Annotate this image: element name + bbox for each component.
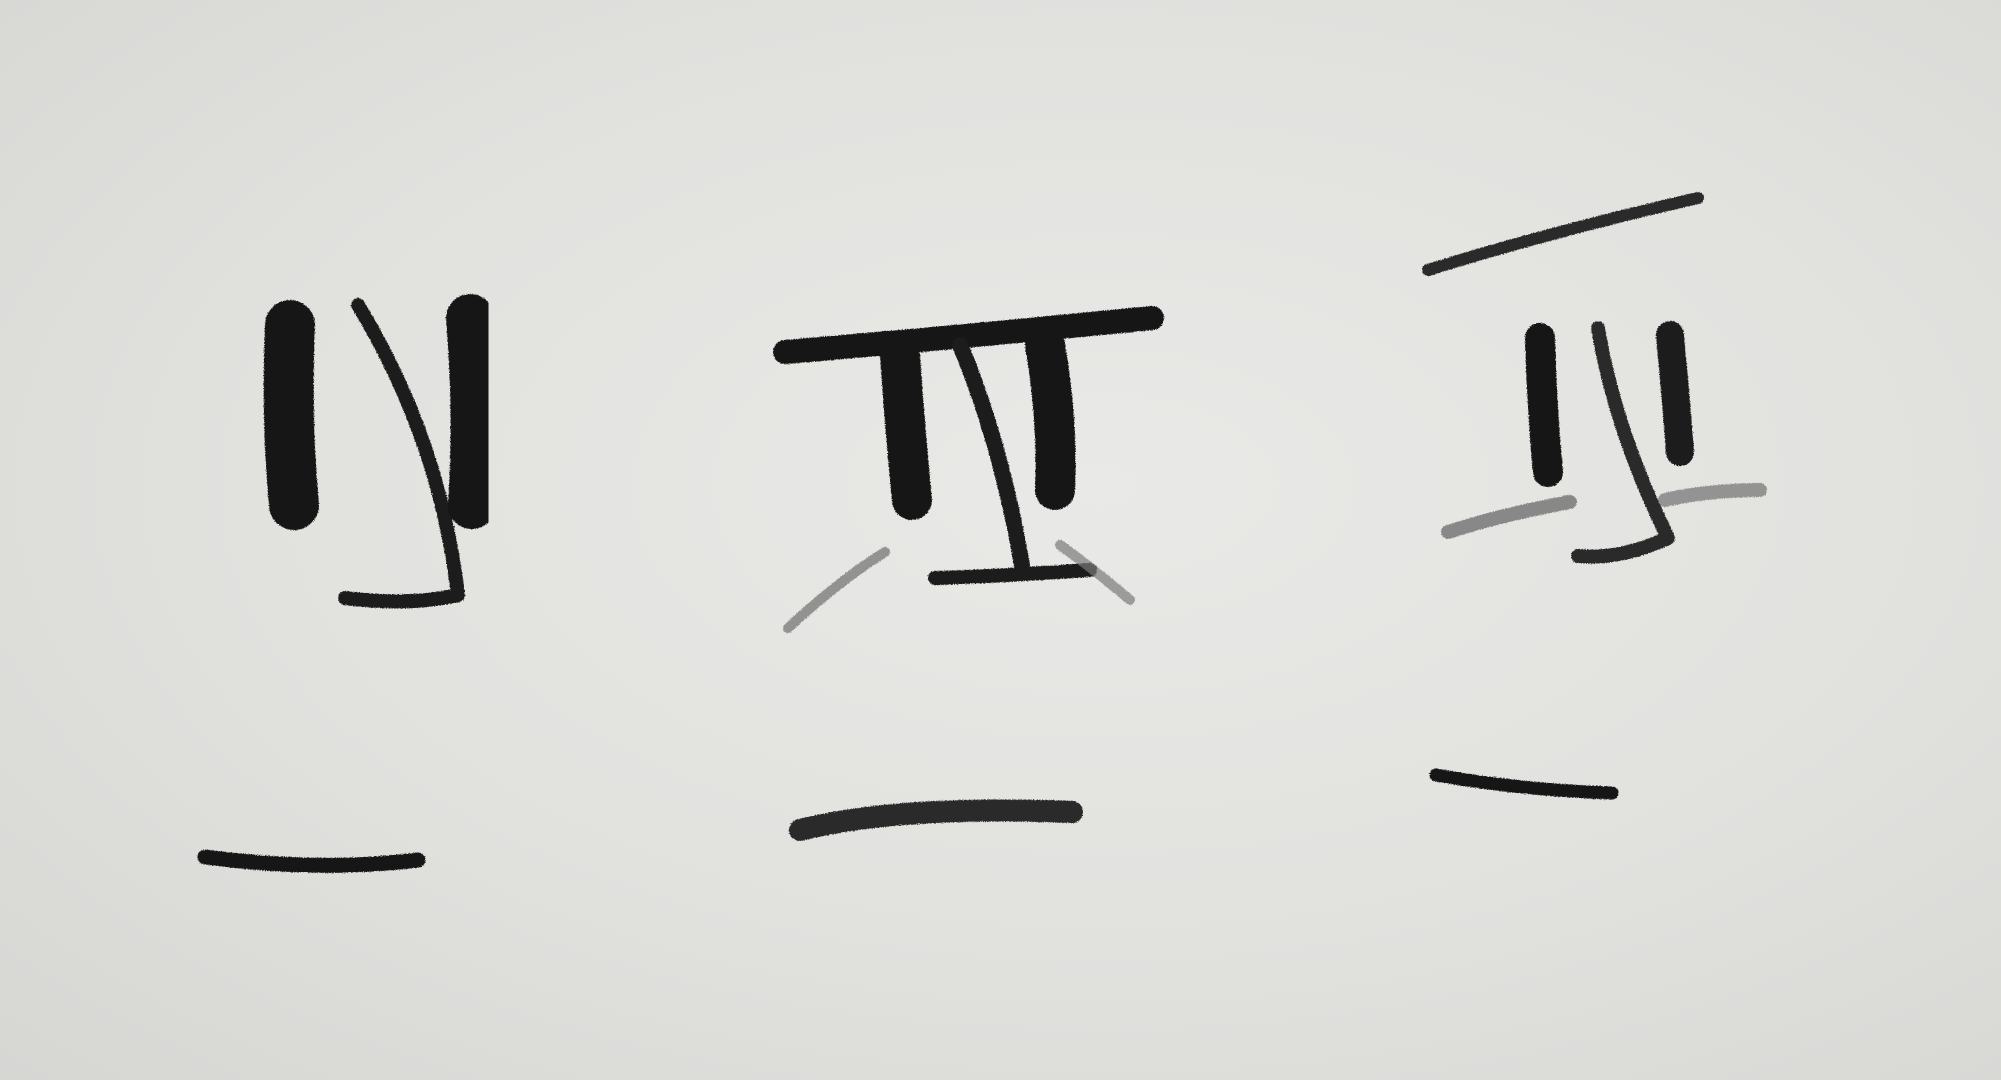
glyph-2-left-stroke <box>900 355 912 500</box>
glyph-2-left-light-stroke <box>788 552 885 628</box>
glyph-3-left-stroke <box>1540 338 1548 472</box>
glyph-3-middle-stroke <box>1578 328 1668 557</box>
glyph-3-left-light-stroke <box>1448 502 1570 532</box>
sketch-glyph-2 <box>785 318 1152 830</box>
glyph-1-left-stroke <box>289 325 294 505</box>
glyph-1-right-stroke <box>470 318 475 505</box>
glyph-3-underline <box>1436 775 1612 793</box>
glyph-3-right-light-stroke <box>1665 490 1760 500</box>
glyph-3-top-line <box>1428 198 1698 270</box>
glyph-1-hook-stroke <box>345 305 458 601</box>
glyph-2-right-stroke <box>1045 345 1056 490</box>
glyph-3-right-stroke <box>1670 335 1680 452</box>
glyph-2-base-stroke <box>935 570 1090 578</box>
sketch-glyph-3 <box>1428 198 1760 793</box>
glyph-1-underline <box>205 857 418 865</box>
glyph-2-middle-stroke <box>960 345 1022 565</box>
glyph-2-underline <box>800 810 1072 830</box>
sketch-glyph-1 <box>205 305 475 865</box>
